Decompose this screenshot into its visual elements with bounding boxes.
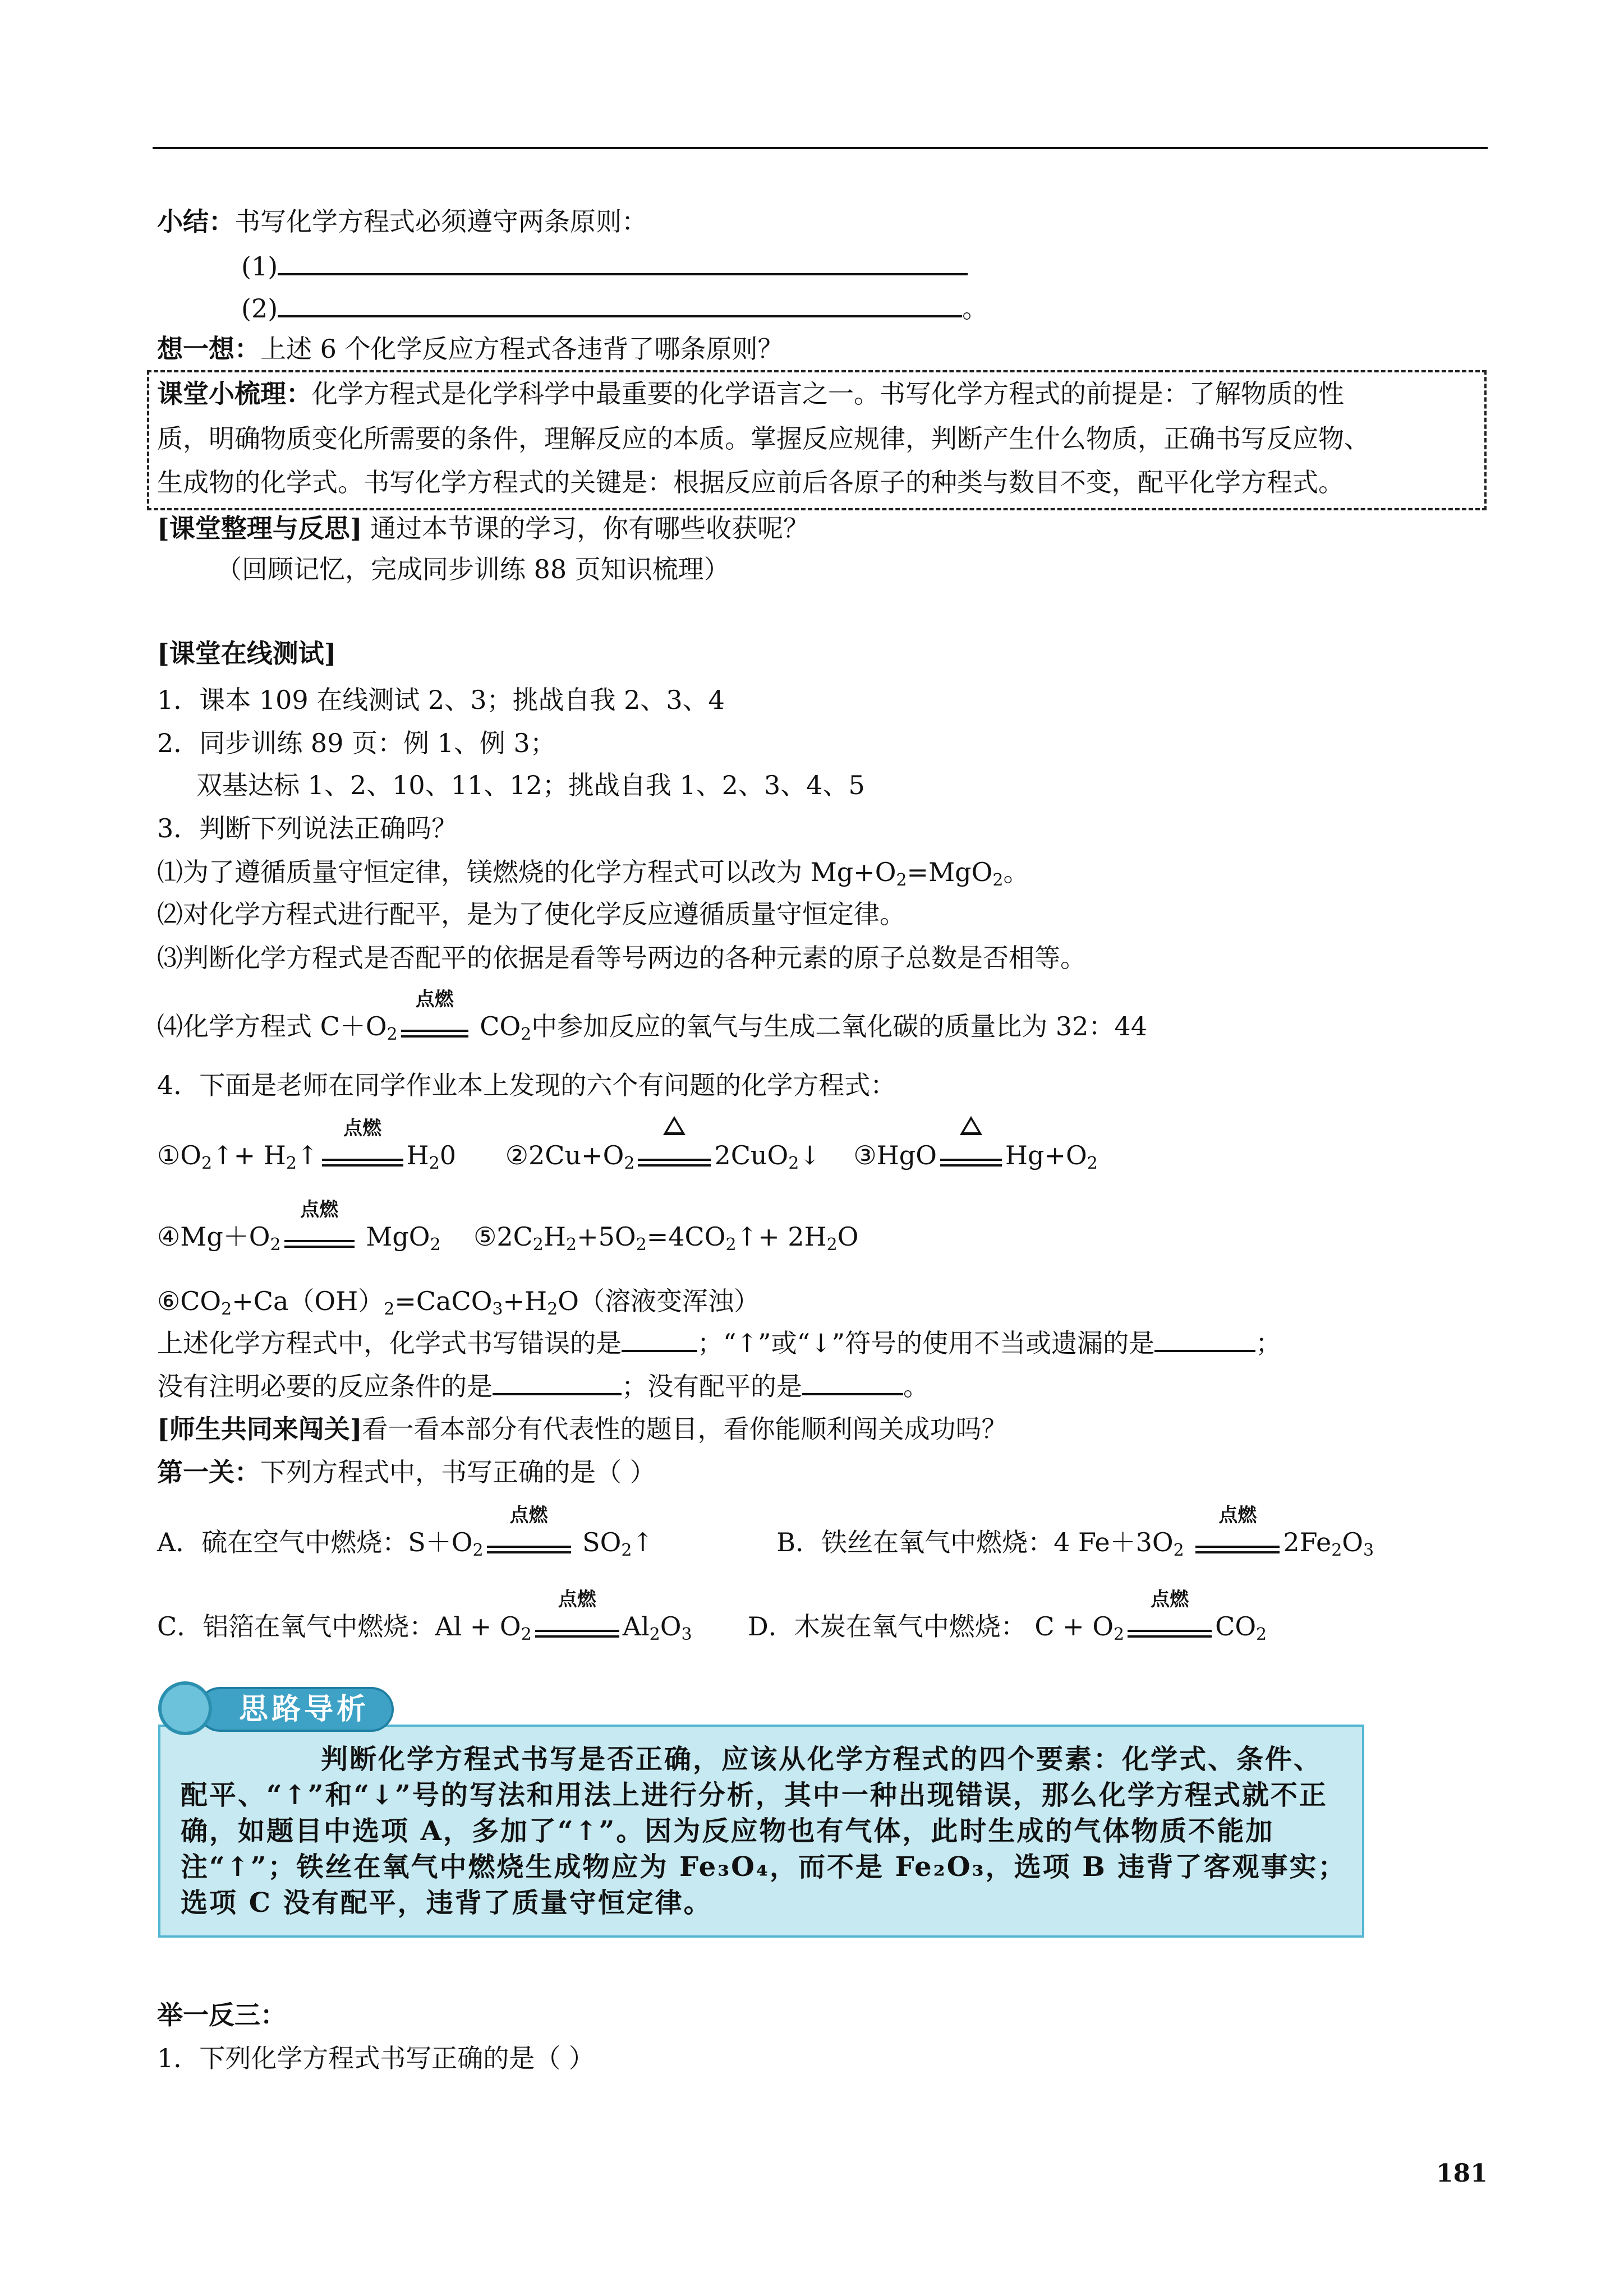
eq-text: ④Mg＋O (157, 1221, 270, 1252)
judge-text: 中参加反应的氧气与生成二氧化碳的质量比为 32：44 (531, 1011, 1147, 1041)
eq-text: O (837, 1221, 859, 1252)
challenge-line (157, 1412, 1007, 1446)
equation-sign (322, 1117, 403, 1167)
subscript: 3 (492, 1299, 503, 1319)
test-line-2: 2．同步训练 89 页：例 1、例 3； (157, 728, 556, 758)
judge-1 (157, 855, 1029, 889)
extend-question-1: 1．下列化学方程式书写正确的是（ ） (157, 2043, 595, 2073)
summary-line (157, 205, 647, 238)
reflection-text: 通过本节课的学习，你有哪些收获呢？ (370, 513, 809, 543)
judge-text: 。 (1003, 857, 1029, 887)
q-text: 上述化学方程式中，化学式书写错误的是 (157, 1328, 622, 1358)
q-text: 没有注明必要的反应条件的是 (157, 1371, 493, 1401)
reflection-note: （回顾记忆，完成同步训练 88 页知识梳理） (216, 554, 730, 584)
condition-label: 点燃 (343, 1117, 382, 1140)
options-row-1 (157, 1504, 1374, 1560)
eq-text: H (543, 1221, 566, 1252)
subscript: 2 (992, 870, 1004, 890)
equation-row-1 (157, 1117, 1098, 1173)
think-text: 上述 6 个化学反应方程式各违背了哪条原则？ (260, 334, 784, 364)
judge-text: CO (480, 1011, 521, 1041)
analysis-badge (147, 1677, 439, 1739)
condition-label: 点燃 (1218, 1504, 1257, 1527)
subscript: 2 (624, 1154, 635, 1173)
reflection-label: [课堂整理与反思] (157, 513, 362, 543)
eq-text: ↑+ 2H (736, 1221, 827, 1252)
eq-text: ②2Cu+O (505, 1140, 624, 1170)
subscript: 2 (896, 870, 907, 890)
condition-label: 点燃 (558, 1588, 596, 1611)
answer-blank[interactable] (278, 293, 962, 317)
analysis-text (181, 1741, 1347, 1921)
challenge-label: [师生共同来闯关] (157, 1414, 362, 1444)
option-b-product: O (1342, 1527, 1364, 1557)
eq-text: H (406, 1140, 429, 1170)
answer-blank[interactable] (278, 251, 968, 275)
subscript: 2 (472, 1541, 484, 1560)
subscript: 2 (201, 1154, 213, 1173)
subscript: 2 (621, 1541, 632, 1560)
subscript: 2 (270, 1235, 281, 1255)
summary-item-1 (241, 250, 968, 283)
review-line-3: 生成物的化学式。书写化学方程式的关键是：根据反应前后各原子的种类与数目不变，配平化学方程式。 (157, 467, 1344, 497)
eq-text: =CaCO (394, 1286, 493, 1316)
equation-sign (401, 988, 468, 1038)
eq-text: =4CO (646, 1221, 726, 1252)
q-text: 。 (903, 1371, 929, 1401)
option-d-product: CO (1215, 1611, 1257, 1642)
bubble-icon (158, 1681, 212, 1735)
subscript: 2 (649, 1625, 660, 1644)
period: 。 (962, 293, 988, 324)
online-test-heading: [课堂在线测试] (157, 638, 337, 668)
judge-text: =MgO (907, 857, 993, 887)
header-rule (153, 147, 1488, 149)
condition-label: 点燃 (1151, 1588, 1189, 1611)
first-level-text: 下列方程式中，书写正确的是（ ） (260, 1457, 656, 1487)
eq-text: ↑+ H (212, 1140, 286, 1170)
option-a-product: SO (582, 1527, 622, 1557)
subscript: 2 (430, 1235, 441, 1255)
challenge-text: 看一看本部分有代表性的题目，看你能顺利闯关成功吗？ (362, 1414, 1007, 1444)
subscript: 2 (636, 1235, 647, 1255)
answer-blank[interactable] (1154, 1327, 1255, 1352)
analysis-panel (147, 1671, 1370, 1940)
test-line-4: 3．判断下列说法正确吗？ (157, 813, 458, 843)
subscript: 2 (788, 1154, 799, 1173)
condition-label: 点燃 (415, 988, 454, 1011)
option-c-product: Al (622, 1611, 650, 1642)
summary-item-2 (241, 292, 988, 325)
eq-text: Hg+O (1005, 1140, 1087, 1170)
q-text: ；“↑”或“↓”符号的使用不当或遗漏的是 (697, 1328, 1155, 1358)
review-line-2: 质，明确物质变化所需要的条件，理解反应的本质。掌握反应规律，判断产生什么物质，正确书写反应物、 (157, 423, 1370, 454)
eq-text: ↓ (799, 1140, 821, 1170)
extend-label: 举一反三： (157, 2000, 286, 2030)
subscript: 2 (387, 1025, 398, 1044)
triangle-icon (960, 1116, 982, 1135)
review-line-1 (157, 377, 1344, 411)
q-text: ；没有配平的是 (622, 1371, 802, 1401)
eq-text: 0 (439, 1140, 457, 1170)
equation-sign (284, 1198, 355, 1248)
eq-text: ↑ (296, 1140, 319, 1170)
subscript: 2 (429, 1154, 440, 1173)
option-c-product: O (660, 1611, 682, 1642)
eq-text: 2CuO (714, 1140, 789, 1170)
option-b: B．铁丝在氧气中燃烧：4 Fe＋3O (776, 1527, 1174, 1557)
equation-sign (1128, 1588, 1212, 1638)
analysis-badge-label: 思路导析 (197, 1687, 394, 1732)
subscript: 2 (1087, 1154, 1098, 1173)
equation-row-2 (157, 1198, 859, 1255)
subscript: 2 (1114, 1625, 1125, 1644)
eq-text: MgO (366, 1221, 430, 1252)
eq-text: +5O (577, 1221, 636, 1252)
reflection-line (157, 511, 809, 545)
first-level-label: 第一关： (157, 1457, 260, 1487)
subscript: 2 (286, 1154, 297, 1173)
question-line-1 (157, 1326, 1281, 1360)
item-number: (2) (241, 293, 278, 324)
subscript: 2 (384, 1299, 395, 1319)
equation-sign (487, 1504, 571, 1553)
condition-label: 点燃 (509, 1504, 548, 1527)
equation-sign (535, 1588, 619, 1638)
option-c: C．铝箔在氧气中燃烧：Al + O (157, 1611, 521, 1642)
question-line-2 (157, 1370, 929, 1403)
eq-text: ③HgO (853, 1140, 937, 1170)
eq-text: ⑤2C (473, 1221, 533, 1252)
subscript: 2 (532, 1235, 544, 1255)
equation-sign (1195, 1504, 1280, 1553)
subscript: 2 (221, 1299, 232, 1319)
triangle-icon (663, 1116, 686, 1135)
page-number: 181 (1436, 2159, 1488, 2188)
subscript: 2 (725, 1235, 737, 1255)
judge-2: ⑵对化学方程式进行配平，是为了使化学反应遵循质量守恒定律。 (157, 899, 905, 929)
eq-text: +H (503, 1286, 548, 1316)
eq-text: +Ca（OH） (232, 1286, 384, 1316)
option-d: D．木炭在氧气中燃烧： C + O (747, 1611, 1114, 1642)
subscript: 2 (1331, 1541, 1342, 1560)
heat-sign (940, 1146, 1002, 1167)
judge-3: ⑶判断化学方程式是否配平的依据是看等号两边的各种元素的原子总数是否相等。 (157, 943, 1086, 973)
subscript: 2 (521, 1025, 532, 1044)
options-row-2 (157, 1588, 1267, 1644)
subscript: 2 (547, 1299, 558, 1319)
analysis-body: 判断化学方程式书写是否正确，应该从化学方程式的四个要素：化学式、条件、配平、“↑”和“↓”号的写法和用法上进行分析，其中一种出现错误，那么化学方程式就不正确，如题目中选项 A，多加了“↑”。因为反应物也有气体，此时生成的气体物质不能加注“↑”；铁丝在氧气中燃烧生成物应为 Fe₃O₄，而不是 Fe₂O₃，选项 B 违背了客观事实；选项 C 没有配平，违背了质量守恒定律。 (181, 1744, 1347, 1919)
subscript: 2 (566, 1235, 577, 1255)
judge-text: ⑷化学方程式 C＋O (157, 1011, 387, 1041)
summary-text: 书写化学方程式必须遵守两条原则： (234, 206, 647, 237)
review-text: 化学方程式是化学科学中最重要的化学语言之一。书写化学方程式的前提是：了解物质的性 (312, 379, 1344, 409)
answer-blank[interactable] (622, 1327, 697, 1352)
test-line-5: 4．下面是老师在同学作业本上发现的六个有问题的化学方程式： (157, 1070, 896, 1100)
option-b-product: 2Fe (1283, 1527, 1332, 1557)
test-line-3: 双基达标 1、2、10、11、12；挑战自我 1、2、3、4、5 (196, 770, 865, 800)
subscript: 2 (1173, 1541, 1184, 1560)
subscript: 2 (826, 1235, 838, 1255)
eq-text: ⑥CO (157, 1286, 222, 1316)
option-a: A．硫在空气中燃烧：S＋O (157, 1527, 473, 1557)
q-text: ； (1255, 1328, 1282, 1358)
answer-blank[interactable] (802, 1371, 903, 1395)
equation-row-3 (157, 1284, 760, 1318)
answer-blank[interactable] (493, 1371, 622, 1395)
think-line (157, 332, 784, 366)
eq-text: ①O (157, 1140, 201, 1170)
option-a-arrow: ↑ (632, 1527, 654, 1557)
subscript: 3 (681, 1625, 692, 1644)
eq-text: O（溶液变浑浊） (558, 1286, 760, 1316)
subscript: 3 (1363, 1541, 1374, 1560)
heat-sign (638, 1146, 711, 1167)
subscript: 2 (521, 1625, 532, 1644)
judge-4 (157, 988, 1147, 1044)
test-line-1: 1．课本 109 在线测试 2、3；挑战自我 2、3、4 (157, 685, 725, 715)
summary-label: 小结： (157, 206, 234, 237)
condition-label: 点燃 (300, 1198, 339, 1221)
think-label: 想一想： (157, 334, 260, 364)
review-label: 课堂小梳理： (157, 379, 312, 409)
judge-text: ⑴为了遵循质量守恒定律，镁燃烧的化学方程式可以改为 Mg+O (157, 857, 896, 887)
first-level-line (157, 1455, 656, 1489)
item-number: (1) (241, 251, 278, 282)
subscript: 2 (1256, 1625, 1267, 1644)
